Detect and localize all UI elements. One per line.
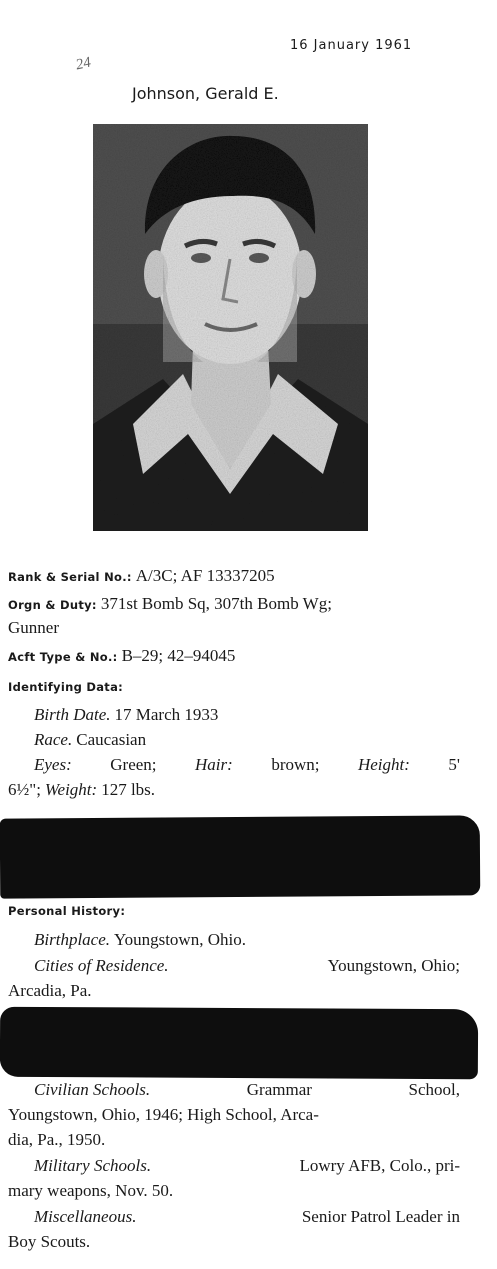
cities-of-residence-label: Cities of Residence. [34,956,169,975]
birth-date-value: 17 March 1933 [114,705,219,724]
physical-description-line [34,755,460,775]
cities-of-residence-line [34,956,460,976]
civilian-schools-label: Civilian Schools. [34,1080,151,1099]
cities-of-residence-continuation: Arcadia, Pa. [8,981,92,1000]
eyes-label: Eyes: [34,755,72,774]
identifying-data-heading: Identifying Data: [8,680,124,694]
race-label: Race. [34,730,73,749]
civilian-schools-value-part2: School, [408,1080,460,1099]
portrait-photo [93,124,368,531]
civilian-schools-value-part1: Grammar [246,1080,312,1099]
weight-label: Weight: [44,780,98,799]
person-name: Johnson, Gerald E. [132,84,279,103]
document-date: 16 January 1961 [290,38,413,53]
civilian-schools-line3: dia, Pa., 1950. [8,1130,106,1149]
civilian-schools-line2: Youngstown, Ohio, 1946; High School, Arca- [8,1105,319,1124]
cities-of-residence-value: Youngstown, Ohio; [327,956,460,975]
birth-date-line [34,705,218,725]
hair-value: brown; [271,755,320,774]
eyes-value: Green; [110,755,157,774]
race-line [34,730,146,750]
civilian-schools-line [34,1080,460,1100]
organization-duty-value: 371st Bomb Sq, 307th Bomb Wg; [100,594,332,613]
military-schools-line [34,1156,460,1176]
handwritten-mark: 24 [74,54,93,74]
height-label: Height: [357,755,410,774]
redaction-bar [0,815,480,898]
height-value-part2: 6½"; [8,780,41,799]
personal-history-heading: Personal History: [8,904,126,918]
miscellaneous-line [34,1207,460,1227]
miscellaneous-line2: Boy Scouts. [8,1232,91,1251]
birth-date-label: Birth Date. [34,705,111,724]
rank-serial-label: Rank & Serial No.: [8,570,132,584]
height-value-part1: 5' [448,755,460,774]
organization-duty-continuation: Gunner [8,618,59,637]
birthplace-line [34,930,246,950]
rank-serial-line [8,566,275,586]
organization-duty-line [8,594,332,614]
civilian-schools-continuation [8,1105,460,1125]
aircraft-type-label: Acft Type & No.: [8,650,118,664]
miscellaneous-label: Miscellaneous. [34,1207,137,1226]
aircraft-type-value: B–29; 42–94045 [121,646,236,665]
height-weight-line [8,780,155,800]
military-schools-label: Military Schools. [34,1156,152,1175]
birthplace-value: Youngstown, Ohio. [114,930,246,949]
birthplace-label: Birthplace. [34,930,111,949]
hair-label: Hair: [195,755,233,774]
military-schools-value: Lowry AFB, Colo., pri- [299,1156,460,1175]
organization-duty-label: Orgn & Duty: [8,598,97,612]
weight-value: 127 lbs. [101,780,156,799]
military-schools-line2: mary weapons, Nov. 50. [8,1181,174,1200]
race-value: Caucasian [76,730,147,749]
redaction-bar [0,1007,478,1080]
miscellaneous-value: Senior Patrol Leader in [301,1207,460,1226]
aircraft-type-line [8,646,235,666]
rank-serial-value: A/3C; AF 13337205 [135,566,275,585]
